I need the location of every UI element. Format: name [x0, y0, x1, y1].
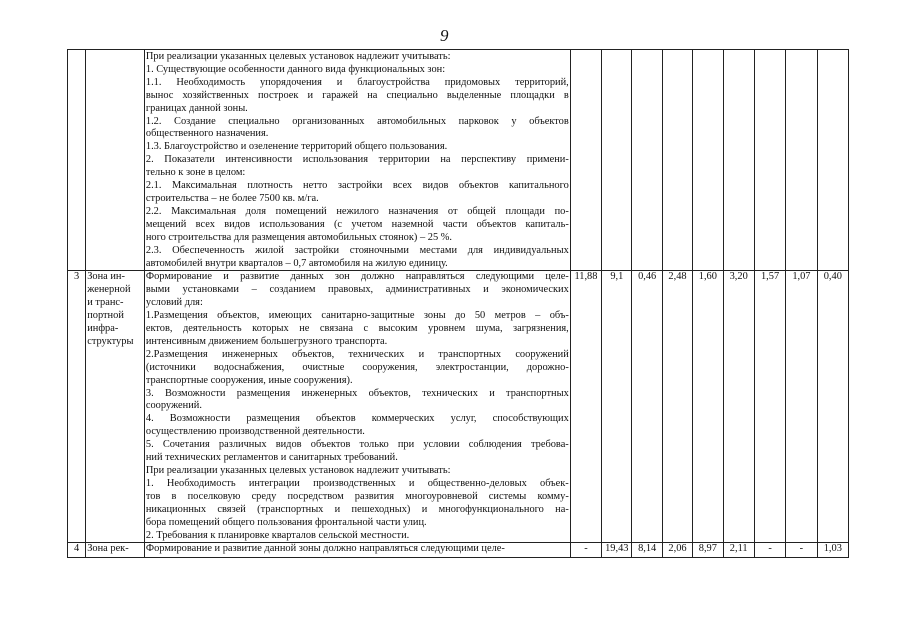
description-line: 2. Требования к планировке кварталов сельской местности.	[145, 529, 410, 541]
description-cell	[144, 543, 570, 558]
value-cell	[602, 50, 632, 271]
value-cell: -	[570, 543, 601, 558]
value-cell	[817, 50, 848, 271]
zone-name-cell	[86, 50, 145, 271]
description-line: 1. Существующие особенности данного вида функциональных зон:	[145, 63, 446, 75]
description-line: Формирование и развитие данных зон должно направляться следующими целе-	[145, 271, 569, 283]
row-number-cell: 3	[68, 271, 86, 543]
value-cell	[662, 50, 692, 271]
description-line: бора помещений общего пользования фронтальной части улиц.	[145, 516, 427, 528]
description-line: никационных связей (транспортных и пешеходных) и многофункционального на-	[145, 503, 569, 515]
description-line: Формирование и развитие данной зоны должно направляться следующими целе-	[145, 543, 505, 555]
value-cell: 11,88	[570, 271, 601, 543]
value-cell	[632, 50, 662, 271]
value-cell: 3,20	[723, 271, 754, 543]
description-line: 2. Показатели интенсивности использования территории на перспективу примени-	[145, 154, 569, 166]
description-line: 1.2. Создание специально организованных автомобильных парковок у объектов	[145, 115, 569, 127]
zone-name-line: портной	[87, 310, 124, 322]
description-line: мещений всех видов использования (с учетом наземной части объектов капиталь-	[145, 218, 569, 230]
row-number-cell: 4	[68, 543, 86, 558]
zone-name-line: Зона ин-	[87, 271, 125, 283]
value-cell: 19,43	[602, 543, 632, 558]
zone-name-line: структуры	[87, 335, 134, 347]
description-line: вынос хозяйственных построек и гаражей на специально выделенные площадки в	[145, 89, 569, 101]
description-line: ного строительства для размещения автомобильных стоянок) – 25 %.	[145, 231, 453, 243]
description-line: 3. Возможности размещения инженерных объектов, технических и транспортных	[145, 387, 569, 399]
value-cell	[723, 50, 754, 271]
zone-name-line: женерной	[87, 284, 131, 296]
value-cell	[754, 50, 785, 271]
description-line: сооружений.	[145, 400, 202, 412]
description-line: 4. Возможности размещения объектов коммерческих услуг, способствующих	[145, 413, 569, 425]
description-line: 1.Размещения объектов, имеющих санитарно-защитные зоны до 50 метров – объ-	[145, 310, 569, 322]
value-cell: 2,06	[662, 543, 692, 558]
description-line: тов в поселковую среду посредством развития многоуровневой системы комму-	[145, 490, 569, 502]
zones-table	[67, 49, 849, 558]
description-line: 2.1. Максимальная плотность нетто застройки всех видов объектов капитального	[145, 180, 569, 192]
description-line: выми установками – созданием правовых, административных и экономических	[145, 284, 569, 296]
table-row	[68, 50, 849, 271]
description-line: границах данной зоны.	[145, 102, 248, 114]
description-line: ектов, деятельность которых не связана с высоким уровнем шума, загрязнения,	[145, 323, 569, 335]
zone-name-line: инфра-	[87, 323, 119, 335]
description-line: 1.3. Благоустройство и озеленение территорий общего пользования.	[145, 141, 448, 153]
table-row	[68, 543, 849, 558]
description-line: При реализации указанных целевых установок надлежит учитывать:	[145, 465, 451, 476]
value-cell: 1,60	[693, 271, 723, 543]
description-line: 2.2. Максимальная доля помещений нежилого назначения от общей площади по-	[145, 205, 569, 217]
value-cell: 1,07	[786, 271, 817, 543]
row-number-cell	[68, 50, 86, 271]
description-line: 5. Сочетания различных видов объектов только при условии соблюдения требова-	[145, 439, 569, 451]
description-line: общественного назначения.	[145, 128, 269, 140]
description-line: тельно к зоне в целом:	[145, 167, 246, 179]
description-line: транспортные сооружения, иные сооружения).	[145, 374, 353, 386]
description-line: строительства – не более 7500 кв. м/га.	[145, 192, 319, 204]
zone-name-line: Зона рек-	[87, 543, 129, 555]
value-cell	[570, 50, 601, 271]
table-row	[68, 271, 849, 543]
value-cell: 2,48	[662, 271, 692, 543]
zone-name-line: и транс-	[87, 297, 124, 309]
description-line: осуществлению производственной деятельности.	[145, 426, 365, 438]
value-cell	[786, 50, 817, 271]
description-line: 2.Размещения инженерных объектов, технических и транспортных сооружений	[145, 348, 569, 360]
description-line: ний технических регламентов и санитарных требований.	[145, 452, 398, 464]
description-line: 1. Необходимость интеграции производственных и общественно-деловых объек-	[145, 477, 569, 489]
value-cell	[693, 50, 723, 271]
page-number: 9	[440, 26, 449, 45]
description-line: 2.3. Обеспеченность жилой застройки стояночными местами для индивидуальных	[145, 244, 569, 256]
description-cell	[144, 271, 570, 543]
value-cell: 8,97	[693, 543, 723, 558]
description-line: При реализации указанных целевых установок надлежит учитывать:	[145, 51, 451, 62]
description-cell	[144, 50, 570, 271]
description-line: автомобилей внутри кварталов – 0,7 автомобиля на жилую единицу.	[145, 257, 448, 269]
value-cell: 1,03	[817, 543, 848, 558]
value-cell: -	[754, 543, 785, 558]
value-cell: 0,46	[632, 271, 662, 543]
zone-name-cell	[86, 271, 145, 543]
description-line: 1.1. Необходимость упорядочения и благоустройства придомовых территорий,	[145, 76, 569, 88]
description-line: (источники водоснабжения, очистные сооружения, электростанции, дорожно-	[145, 361, 569, 373]
zone-name-cell	[86, 543, 145, 558]
description-line: интенсивным движением большегрузного транспорта.	[145, 335, 388, 347]
value-cell: -	[786, 543, 817, 558]
value-cell: 8,14	[632, 543, 662, 558]
value-cell: 2,11	[723, 543, 754, 558]
value-cell: 1,57	[754, 271, 785, 543]
value-cell: 0,40	[817, 271, 848, 543]
value-cell: 9,1	[602, 271, 632, 543]
description-line: условий для:	[145, 297, 203, 309]
